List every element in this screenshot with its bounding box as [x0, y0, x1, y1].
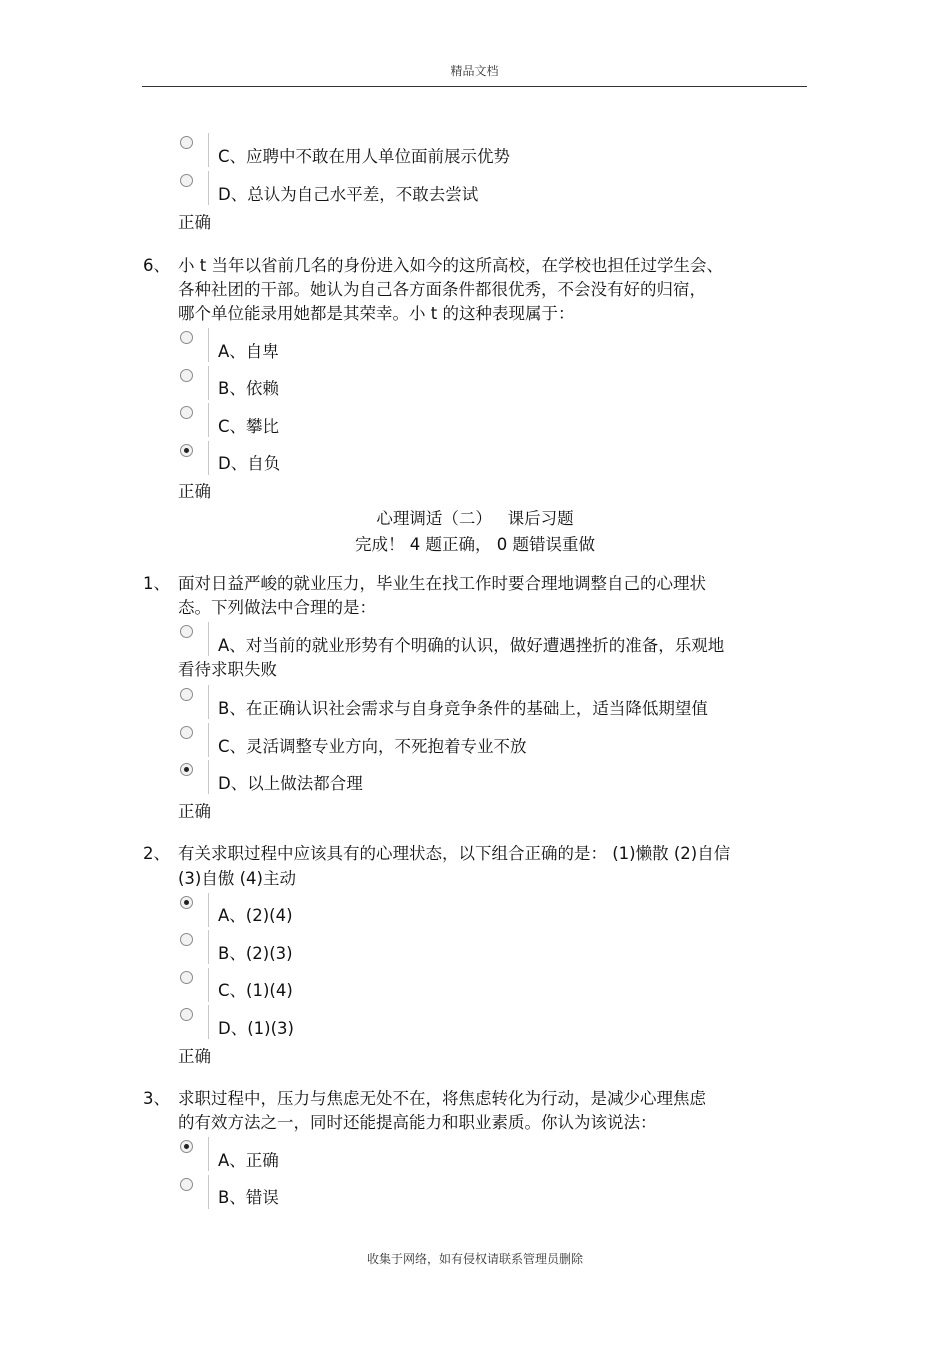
question-number: 1、: [143, 574, 170, 593]
option-label: C、攀比: [218, 417, 280, 436]
radio-q6-b[interactable]: [178, 366, 209, 400]
option-label: A、自卑: [218, 342, 279, 361]
radio-q1-a[interactable]: [178, 622, 209, 656]
radio-prev-c[interactable]: [178, 133, 209, 167]
question-number: 6、: [143, 256, 170, 275]
radio-q1-c[interactable]: [178, 723, 209, 757]
question-number: 2、: [143, 844, 170, 863]
radio-q6-d[interactable]: [178, 441, 209, 475]
radio-q2-a[interactable]: [178, 893, 209, 927]
option-label: B、错误: [218, 1188, 279, 1207]
option-label: B、在正确认识社会需求与自身竞争条件的基础上，适当降低期望值: [218, 699, 708, 718]
question-text: 面对日益严峻的就业压力，毕业生在找工作时要合理地调整自己的心理状: [178, 574, 706, 593]
radio-q1-d[interactable]: [178, 760, 209, 794]
radio-q1-b[interactable]: [178, 685, 209, 719]
option-label: D、(1)(3): [218, 1019, 294, 1038]
question-text: 哪个单位能录用她都是其荣幸。小 t 的这种表现属于：: [178, 304, 575, 323]
question-text: 态。下列做法中合理的是：: [178, 598, 376, 617]
result-text: 正确: [178, 482, 211, 501]
radio-q3-b[interactable]: [178, 1175, 209, 1209]
header-text: 精品文档: [450, 64, 499, 78]
question-text: 各种社团的干部。她认为自己各方面条件都很优秀，不会没有好的归宿，: [178, 280, 706, 299]
result-text: 正确: [178, 213, 211, 232]
radio-q2-d[interactable]: [178, 1005, 209, 1039]
question-text: 求职过程中，压力与焦虑无处不在，将焦虑转化为行动，是减少心理焦虑: [178, 1089, 706, 1108]
page-header: [142, 62, 807, 87]
question-number: 3、: [143, 1089, 170, 1108]
section-title: 心理调适（二） 课后习题: [376, 509, 574, 528]
footer-text: 收集于网络，如有侵权请联系管理员删除: [366, 1252, 583, 1266]
option-label: D、以上做法都合理: [218, 774, 363, 793]
radio-q2-b[interactable]: [178, 930, 209, 964]
question-text: 的有效方法之一，同时还能提高能力和职业素质。你认为该说法：: [178, 1113, 657, 1132]
option-label: B、(2)(3): [218, 944, 293, 963]
question-text: 有关求职过程中应该具有的心理状态，以下组合正确的是： (1)懒散 (2)自信: [178, 844, 731, 863]
page-footer: [0, 1250, 950, 1267]
option-label: D、自负: [218, 454, 281, 473]
section-status: 完成！ 4 题正确， 0 题错误重做: [355, 535, 595, 554]
option-label: C、灵活调整专业方向，不死抱着专业不放: [218, 737, 527, 756]
option-label: C、应聘中不敢在用人单位面前展示优势: [218, 147, 511, 166]
radio-q3-a[interactable]: [178, 1137, 209, 1171]
option-label: A、对当前的就业形势有个明确的认识，做好遭遇挫折的准备，乐观地: [218, 636, 725, 655]
question-text: 小 t 当年以省前几名的身份进入如今的这所高校，在学校也担任过学生会、: [178, 256, 723, 275]
radio-prev-d[interactable]: [178, 171, 209, 205]
result-text: 正确: [178, 1047, 211, 1066]
option-label: D、总认为自己水平差，不敢去尝试: [218, 185, 479, 204]
radio-q6-c[interactable]: [178, 403, 209, 437]
question-text: (3)自傲 (4)主动: [178, 869, 296, 888]
option-label: A、(2)(4): [218, 906, 293, 925]
option-label: A、正确: [218, 1151, 279, 1170]
option-label: 看待求职失败: [178, 660, 277, 679]
radio-q2-c[interactable]: [178, 968, 209, 1002]
option-label: B、依赖: [218, 379, 279, 398]
result-text: 正确: [178, 802, 211, 821]
option-label: C、(1)(4): [218, 981, 293, 1000]
radio-q6-a[interactable]: [178, 328, 209, 362]
